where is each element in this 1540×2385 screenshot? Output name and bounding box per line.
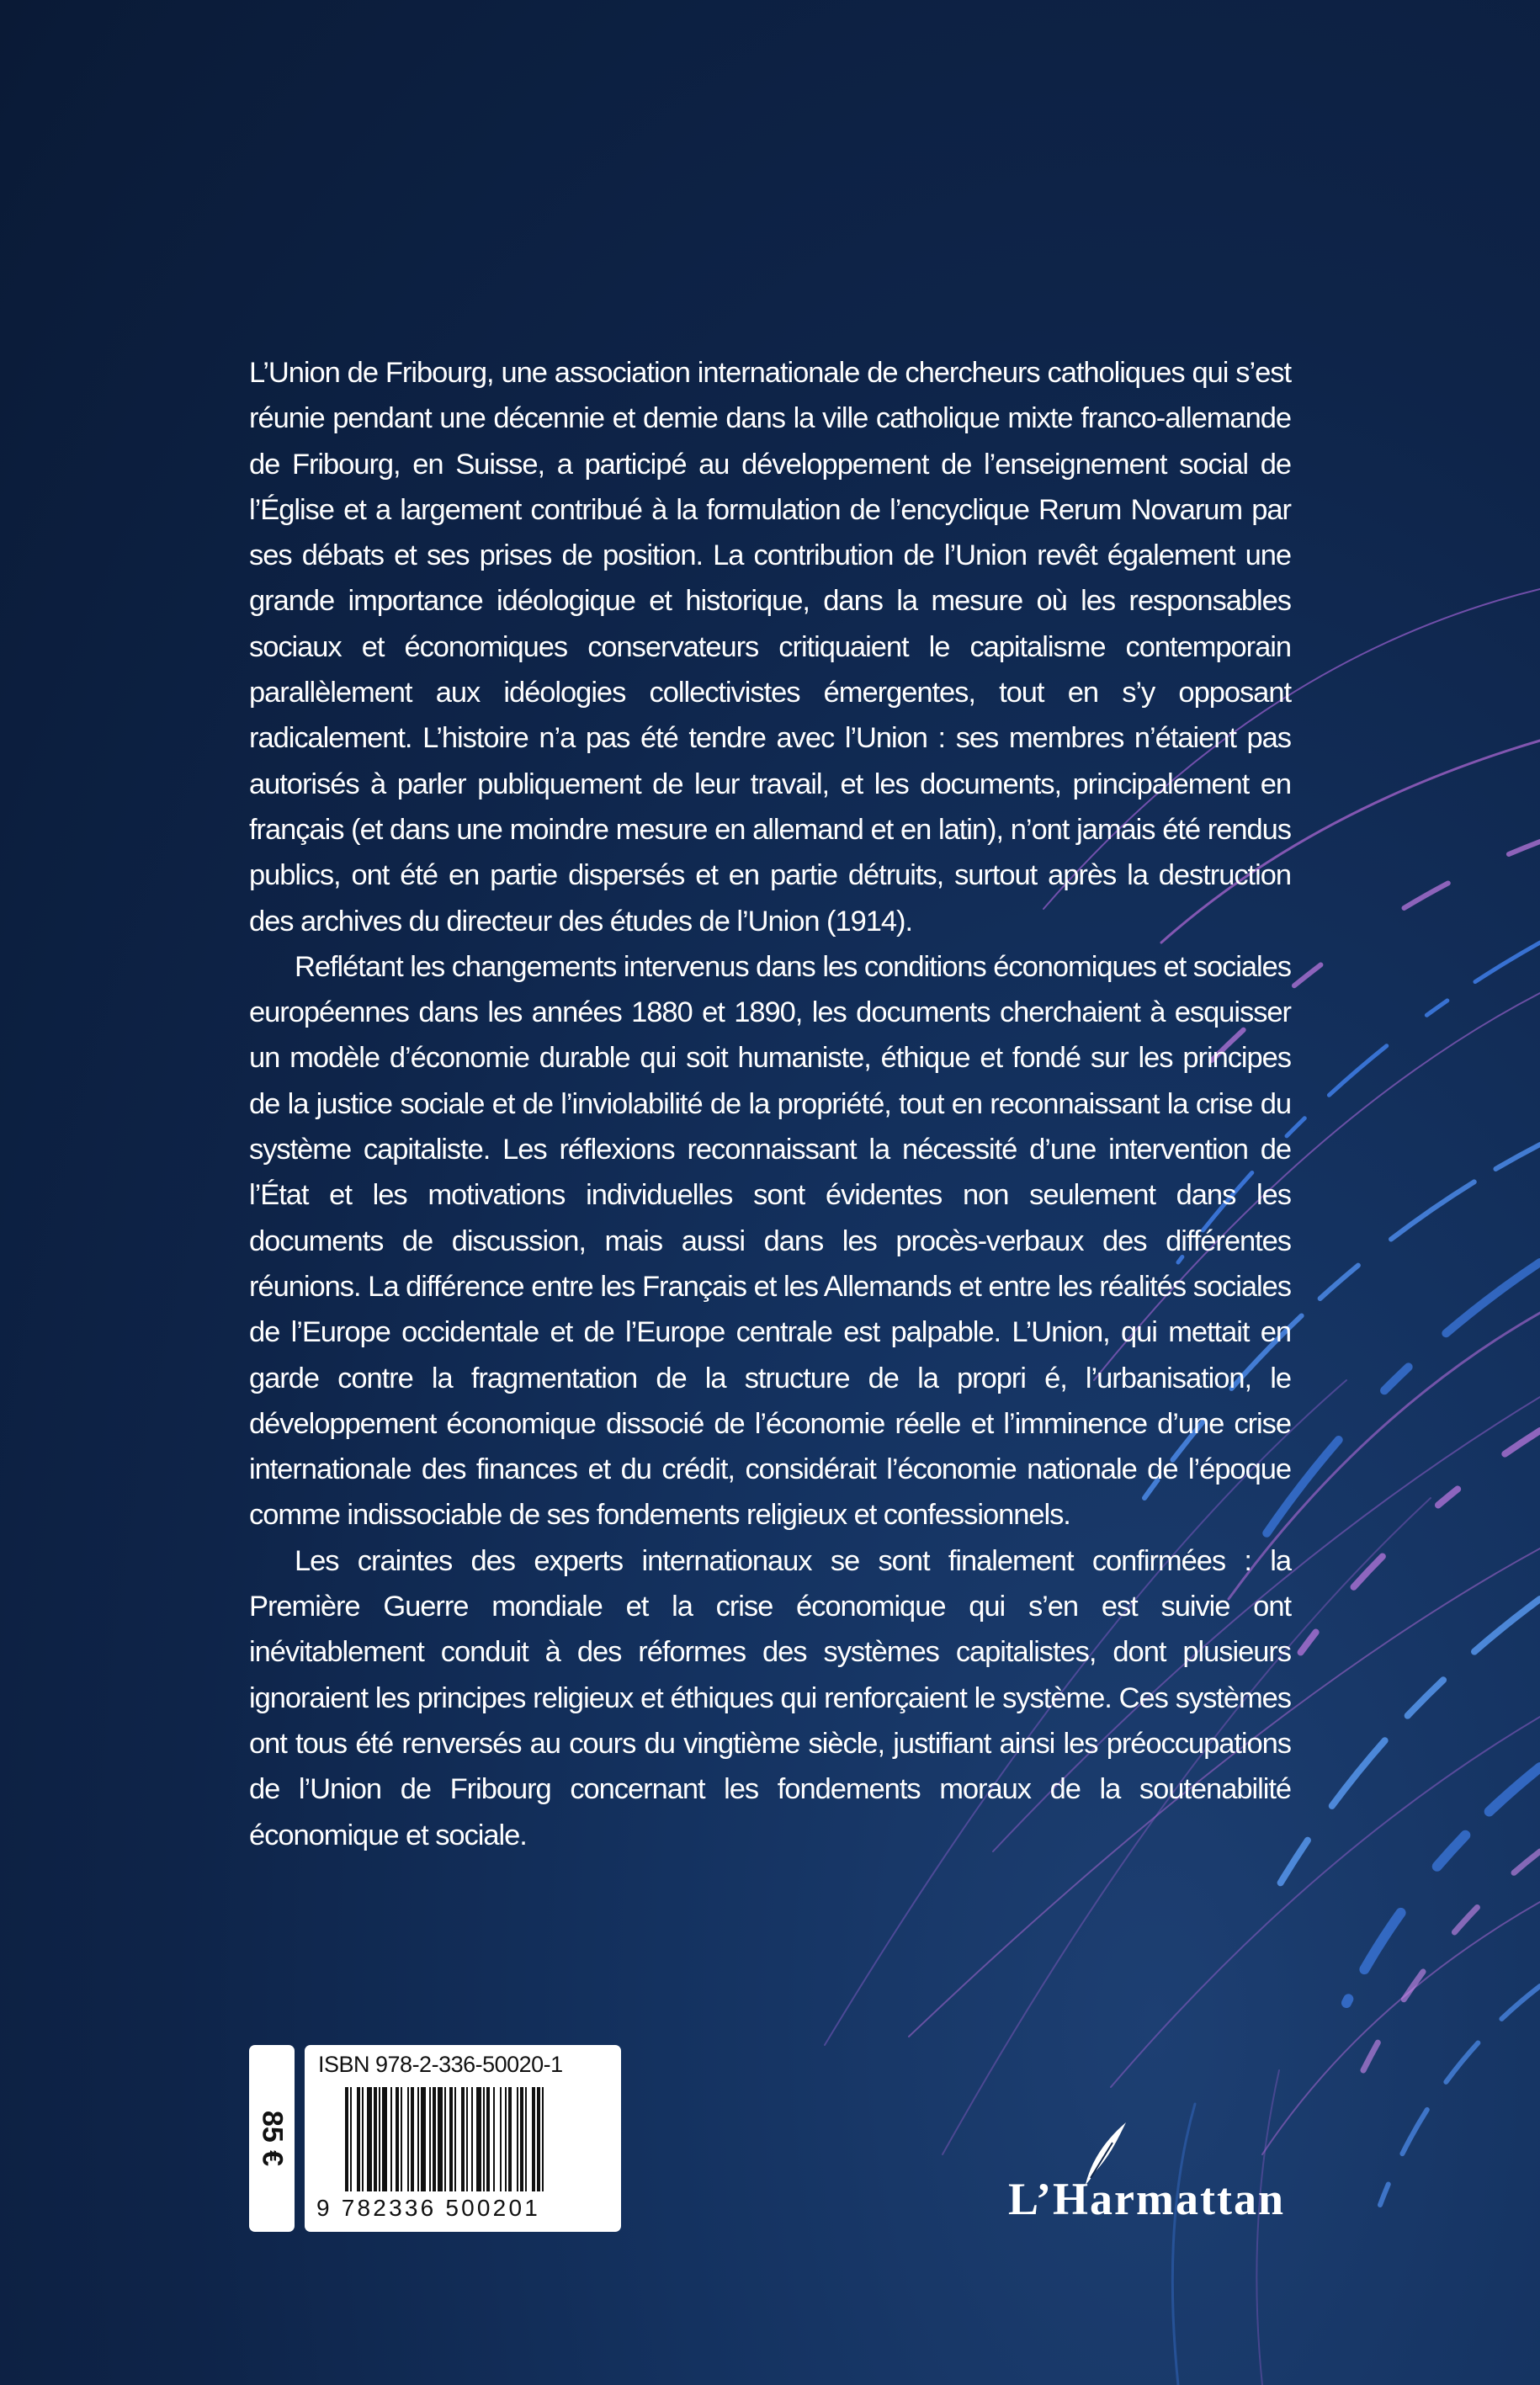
isbn-label: ISBN 978-2-336-50020-1 bbox=[318, 2052, 563, 2077]
back-cover-blurb bbox=[249, 350, 1291, 1858]
publisher-name: L’Harmattan bbox=[1008, 2174, 1285, 2224]
isbn-barcode-box bbox=[305, 2045, 621, 2232]
blurb-paragraph-2: Reflétant les changements intervenus dans les conditions économiques et sociales européennes dans les années 1880 et 1890, les documents cherchaient à esquisser un modèle d’économie durable qui soit humaniste, éthique et fondé sur les principes de la justice sociale et de l’inviolabilité de la propriété, tout en reconnaissant la crise du système capitaliste. Les réflexions reconnaissant la nécessité d’une intervention de l’État et les motivations individuelles sont évidentes non seulement dans les documents de discussion, mais aussi dans les procès-verbaux des différentes réunions. La différence entre les Français et les Allemands et entre les réalités sociales de l’Europe occidentale et de l’Europe centrale est palpable. L’Union, qui mettait en garde contre la fragmentation de la structure de la propri é, l’urbanisation, le développement économique dissocié de l’économie réelle et l’imminence d’une crise internationale des finances et du crédit, considérait l’économie nationale de l’époque comme indissociable de ses fondements religieux et confessionnels. bbox=[249, 950, 1291, 1532]
publisher-logo bbox=[1008, 2121, 1311, 2230]
price-label: 85 € bbox=[256, 2110, 289, 2167]
blurb-paragraph-3: Les craintes des experts internationaux se sont finalement confirmées : la Première Guerre mondiale et la crise économique qui s’en est suivie ont inévitablement conduit à des réformes des systèmes capitalistes, dont plusieurs ignoraient les principes religieux et éthiques qui renforçaient le système. Ces systèmes ont tous été renversés au cours du vingtième siècle, justifiant ainsi les préoccupations de l’Union de Fribourg concernant les fondements moraux de la soutenabilité économique et sociale. bbox=[249, 1544, 1291, 1851]
blurb-paragraph-1: L’Union de Fribourg, une association internationale de chercheurs catholiques qui s’est réunie pendant une décennie et demie dans la ville catholique mixte franco-allemande de Fribourg, en Suisse, a participé au développement de l’enseignement social de l’Église et a largement contribué à la formulation de l’encyclique Rerum Novarum par ses débats et ses prises de position. La contribution de l’Union revêt également une grande importance idéologique et historique, dans la mesure où les responsables sociaux et économiques conservateurs critiquaient le capitalisme contemporain parallèlement aux idéologies collectivistes émergentes, tout en s’y opposant radicalement. L’histoire n’a pas été tendre avec l’Union : ses membres n’étaient pas autorisés à parler publiquement de leur travail, et les documents, principalement en français (et dans une moindre mesure en allemand et en latin), n’ont jamais été rendus publics, ont été en partie dispersés et en partie détruits, surtout après la destruction des archives du directeur des études de l’Union (1914). bbox=[249, 357, 1291, 938]
barcode-icon bbox=[345, 2087, 604, 2191]
barcode-digits: 9 782336 500201 bbox=[316, 2195, 540, 2221]
price-tag bbox=[249, 2045, 295, 2232]
